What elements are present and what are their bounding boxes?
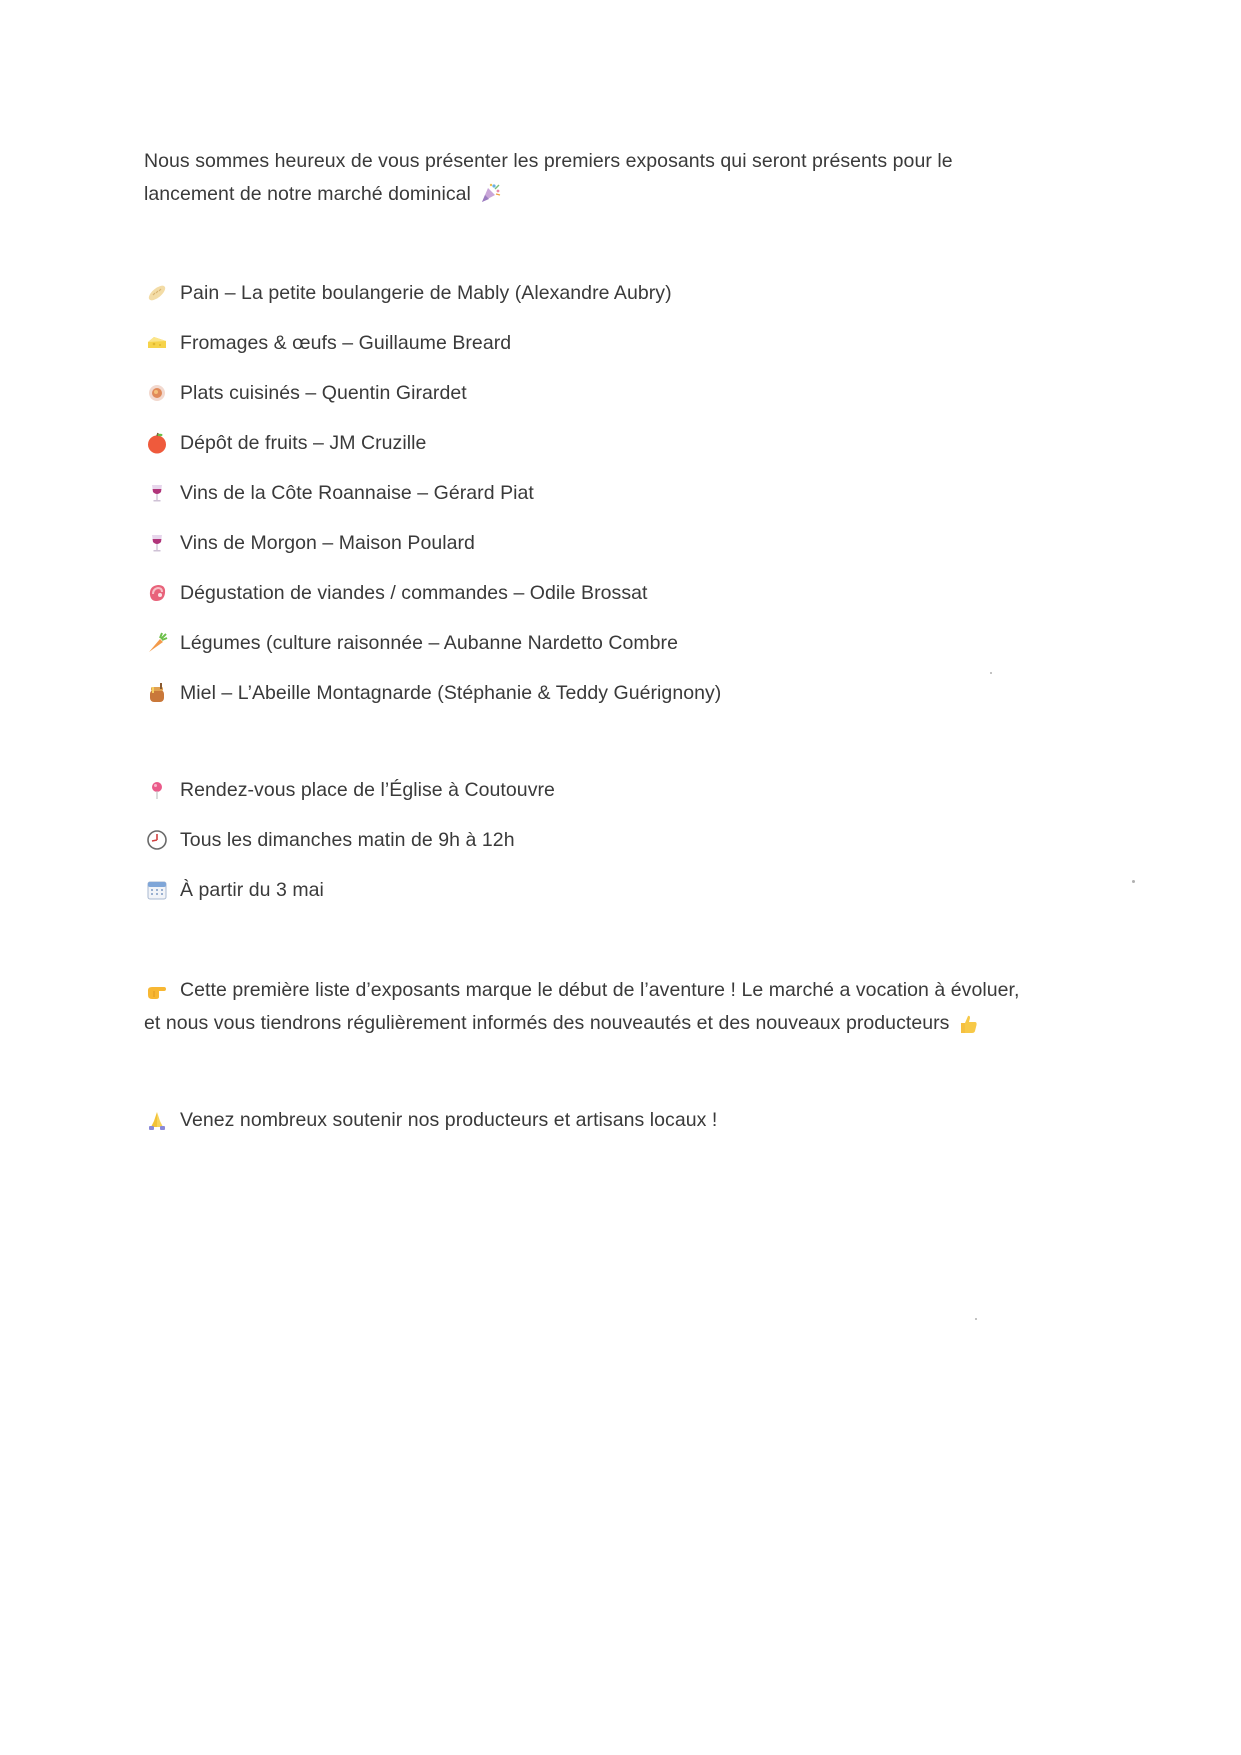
carrot-icon (146, 632, 168, 654)
exhibitor-item (146, 678, 721, 708)
exhibitor-label: Dégustation de viandes / commandes – Odile Brossat (180, 581, 648, 604)
intro-line-2 (144, 178, 1144, 211)
scan-speck (990, 672, 992, 674)
party-popper-icon (479, 182, 501, 204)
exhibitor-label: Légumes (culture raisonnée – Aubanne Nardetto Combre (180, 631, 678, 654)
scan-speck (1132, 880, 1135, 883)
info-label: À partir du 3 mai (180, 878, 324, 901)
closing-label: Venez nombreux soutenir nos producteurs et artisans locaux ! (180, 1108, 718, 1131)
exhibitor-item (146, 578, 648, 608)
info-item-start-date (146, 875, 324, 905)
note-paragraph (146, 974, 1126, 1040)
exhibitor-label: Vins de la Côte Roannaise – Gérard Piat (180, 481, 534, 504)
exhibitor-label: Plats cuisinés – Quentin Girardet (180, 381, 467, 404)
info-label: Tous les dimanches matin de 9h à 12h (180, 828, 515, 851)
exhibitor-item (146, 478, 534, 508)
exhibitor-label: Fromages & œufs – Guillaume Breard (180, 331, 512, 354)
exhibitor-item (146, 628, 678, 658)
intro-line-1: Nous sommes heureux de vous présenter les premiers exposants qui seront présents pour le (144, 150, 953, 172)
info-item-schedule (146, 825, 515, 855)
intro-paragraph (144, 145, 1144, 211)
meat-icon (146, 582, 168, 604)
calendar-icon (146, 879, 168, 901)
pointing-hand-icon (146, 980, 168, 1002)
closing-line (146, 1105, 717, 1135)
praying-hands-icon (146, 1109, 168, 1131)
exhibitor-item (146, 328, 511, 358)
cheese-icon (146, 332, 168, 354)
thumbs-up-icon (957, 1013, 979, 1035)
info-item-location (146, 775, 555, 805)
wine-glass-icon (146, 482, 168, 504)
scan-speck (975, 1318, 977, 1320)
info-label: Rendez-vous place de l’Église à Coutouvre (180, 778, 555, 801)
note-line-1 (146, 974, 1126, 1007)
wine-glass-icon (146, 532, 168, 554)
cooked-dish-icon (146, 382, 168, 404)
apple-icon (146, 432, 168, 454)
intro-line-2-text: lancement de notre marché dominical (144, 183, 471, 205)
clock-icon (146, 829, 168, 851)
note-line-2-text: et nous vous tiendrons régulièrement informés des nouveautés et des nouveaux producteurs (144, 1012, 950, 1034)
exhibitor-label: Miel – L’Abeille Montagnarde (Stéphanie & Teddy Guérignony) (180, 681, 722, 704)
exhibitor-item (146, 378, 467, 408)
exhibitor-label: Vins de Morgon – Maison Poulard (180, 531, 475, 554)
exhibitor-label: Pain – La petite boulangerie de Mably (Alexandre Aubry) (180, 281, 672, 304)
exhibitor-item (146, 528, 475, 558)
exhibitor-item (146, 428, 426, 458)
note-line-1-text: Cette première liste d’exposants marque le début de l’aventure ! Le marché a vocation à évoluer, (180, 979, 1020, 1001)
note-line-2 (144, 1007, 1126, 1040)
bread-icon (146, 282, 168, 304)
exhibitor-label: Dépôt de fruits – JM Cruzille (180, 431, 427, 454)
honey-pot-icon (146, 682, 168, 704)
exhibitor-item (146, 278, 672, 308)
pin-icon (146, 779, 168, 801)
